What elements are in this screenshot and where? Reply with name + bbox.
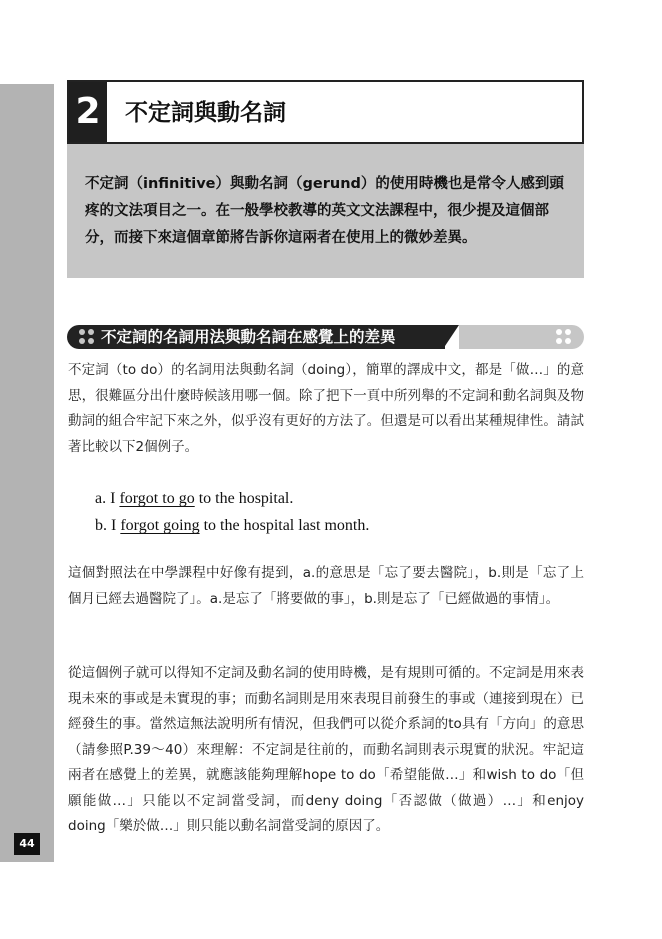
- example-sentences: [95, 485, 575, 539]
- chapter-number: 2: [69, 82, 107, 142]
- paragraph-1: 不定詞（to do）的名詞用法與動名詞（doing），簡單的譯成中文，都是「做…」的意思，很難區分出什麼時候該用哪一個。除了把下一頁中所列舉的不定詞和動名詞與及物動詞的組合牢記下來之外，似乎沒有更好的方法了。但還是可以看出某種規律性。請試著比較以下2個例子。: [68, 362, 584, 455]
- example-b-prefix: b. I: [95, 517, 121, 534]
- chapter-header: [67, 80, 584, 144]
- side-bar: [0, 84, 54, 862]
- section-title: 不定詞的名詞用法與動名詞在感覺上的差異: [101, 328, 396, 346]
- example-a-suffix: to the hospital.: [194, 490, 294, 507]
- page-number: 44: [14, 833, 40, 855]
- intro-box: [67, 144, 584, 278]
- example-a-prefix: a. I: [95, 490, 120, 507]
- section-heading-bar: [67, 325, 584, 349]
- section-heading-slant: [443, 325, 459, 349]
- dots-right-icon: [556, 329, 572, 345]
- example-a: [95, 485, 575, 512]
- example-b: [95, 512, 575, 539]
- paragraph-2: 這個對照法在中學課程中好像有提到，a.的意思是「忘了要去醫院」，b.則是「忘了上個月已經去過醫院了」。a.是忘了「將要做的事」，b.則是忘了「已經做過的事情」。: [68, 565, 584, 607]
- paragraph-3: 從這個例子就可以得知不定詞及動名詞的使用時機，是有規則可循的。不定詞是用來表現未來的事或是未實現的事；而動名詞則是用來表現目前發生的事或（連接到現在）已經發生的事。當然這無法說明所有情況，但我們可以從介系詞的to具有「方向」的意思（請參照P.39～40）來理解：不定詞是往前的，而動名詞則表示現實的狀況。牢記這兩者在感覺上的差異，就應該能夠理解hope to do「希望能做…」和wish to do「但願能做…」只能以不定詞當受詞，而deny doing「否認做（做過）…」和enjoy doing「樂於做…」則只能以動名詞當受詞的原因了。: [68, 665, 584, 834]
- chapter-title: 不定詞與動名詞: [125, 100, 286, 126]
- example-a-underlined: forgot to go: [119, 490, 195, 507]
- example-b-underlined: forgot going: [120, 517, 200, 534]
- example-b-suffix: to the hospital last month.: [199, 517, 370, 534]
- intro-text: 不定詞（infinitive）與動名詞（gerund）的使用時機也是常令人感到頭疼的文法項目之一。在一般學校教導的英文文法課程中，很少提及這個部分，而接下來這個章節將告訴你這兩者在使用上的微妙差異。: [85, 176, 564, 246]
- dots-left-icon: [79, 329, 95, 345]
